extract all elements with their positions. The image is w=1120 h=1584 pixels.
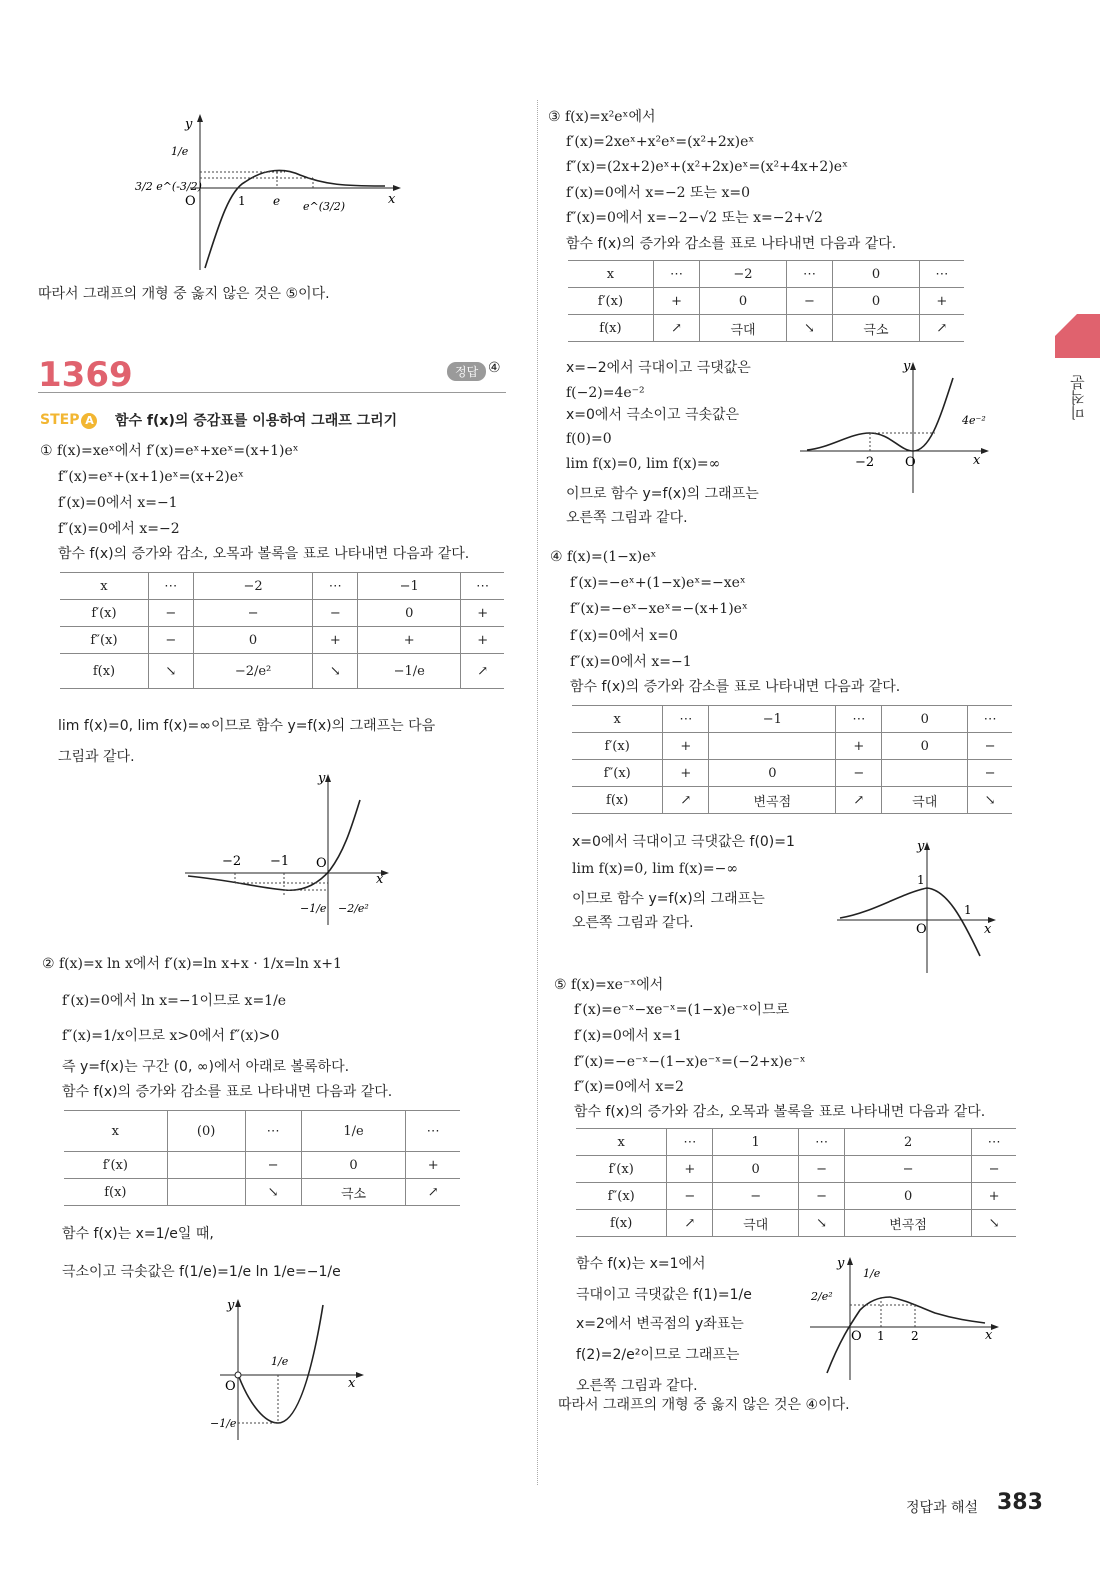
p1-after-1: 그림과 같다.	[58, 749, 135, 765]
p3-after-1: f(−2)=4e⁻²	[566, 385, 645, 401]
svg-text:O: O	[851, 1329, 862, 1344]
svg-text:x: x	[376, 872, 384, 887]
p3-line-3: f′(x)=0에서 x=−2 또는 x=0	[566, 185, 751, 201]
tick-e32: e^(3/2)	[303, 200, 346, 213]
p5-line-2: f′(x)=0에서 x=1	[574, 1028, 682, 1044]
p4-line-5: 함수 f(x)의 증가와 감소를 표로 나타내면 다음과 같다.	[570, 679, 901, 695]
tick-e: e	[273, 194, 281, 208]
p4-after-3: 오른쪽 그림과 같다.	[572, 915, 694, 931]
svg-text:y: y	[917, 839, 925, 854]
svg-text:−2: −2	[222, 854, 242, 869]
footer-label: 정답과 해설	[906, 1500, 979, 1516]
side-tab-marker	[1055, 314, 1100, 358]
svg-text:y: y	[903, 359, 911, 374]
svg-text:y: y	[837, 1256, 845, 1271]
svg-text:1: 1	[917, 873, 925, 887]
p5-graph	[805, 1255, 1005, 1385]
p5-line-0: ⑤ f(x)=xe⁻ˣ에서	[554, 977, 664, 993]
p1-graph	[180, 770, 400, 930]
step-title: 함수 f(x)의 증감표를 이용하여 그래프 그리기	[115, 413, 398, 429]
conclusion-top: 따라서 그래프의 개형 중 옳지 않은 것은 ⑤이다.	[38, 286, 330, 302]
p3-after-2: x=0에서 극소이고 극솟값은	[566, 407, 740, 423]
svg-text:2/e²: 2/e²	[811, 1290, 833, 1303]
p4-line-4: f″(x)=0에서 x=−1	[570, 654, 692, 670]
svg-text:1/e: 1/e	[863, 1267, 881, 1280]
svg-text:x: x	[985, 1328, 993, 1343]
svg-text:−1/e: −1/e	[210, 1417, 237, 1430]
p3-line-4: f″(x)=0에서 x=−2−√2 또는 x=−2+√2	[566, 210, 823, 226]
p4-after-1: lim f(x)=0, lim f(x)=−∞	[572, 861, 739, 877]
p3-line-5: 함수 f(x)의 증가와 감소를 표로 나타내면 다음과 같다.	[566, 236, 897, 252]
p5-table: x ⋯ 1 ⋯ 2 ⋯ f′(x) + 0 − − − f″(x) − − − 0 + f(x) ↗ 극대 ↘ 변곡점 ↘	[576, 1128, 1016, 1237]
svg-text:4e⁻²: 4e⁻²	[962, 414, 986, 427]
p1-line-2: f′(x)=0에서 x=−1	[58, 495, 178, 511]
p4-after-2: 이므로 함수 y=f(x)의 그래프는	[572, 891, 765, 907]
axis-y-label: y	[185, 117, 193, 132]
p3-after-4: lim f(x)=0, lim f(x)=∞	[566, 456, 721, 472]
svg-text:2: 2	[911, 1329, 919, 1343]
svg-text:O: O	[916, 922, 927, 937]
p4-table: x ⋯ −1 ⋯ 0 ⋯ f′(x) + + 0 − f″(x) + 0 − − f(x) ↗ 변곡점 ↗ 극대 ↘	[572, 705, 1012, 814]
answer-value: ④	[488, 360, 501, 376]
svg-text:O: O	[905, 455, 916, 470]
p5-line-1: f′(x)=e⁻ˣ−xe⁻ˣ=(1−x)e⁻ˣ이므로	[574, 1002, 790, 1018]
conclusion-bottom: 따라서 그래프의 개형 중 옳지 않은 것은 ④이다.	[558, 1397, 850, 1413]
answer-badge: 정답	[447, 362, 486, 381]
p2-line-3: 즉 y=f(x)는 구간 (0, ∞)에서 아래로 볼록하다.	[62, 1059, 350, 1075]
svg-text:1: 1	[964, 903, 972, 917]
svg-text:O: O	[225, 1379, 236, 1394]
side-tab-label: 미적분	[1069, 375, 1087, 420]
problem-number: 1369	[38, 355, 133, 395]
p4-line-2: f″(x)=−eˣ−xeˣ=−(x+1)eˣ	[570, 601, 748, 617]
tick-1: 1	[238, 194, 246, 208]
p1-line-1: f″(x)=eˣ+(x+1)eˣ=(x+2)eˣ	[58, 469, 244, 485]
svg-text:−1/e: −1/e	[300, 902, 327, 915]
p4-line-0: ④ f(x)=(1−x)eˣ	[550, 549, 657, 565]
p2-line-4: 함수 f(x)의 증가와 감소를 표로 나타내면 다음과 같다.	[62, 1084, 393, 1100]
p1-table: x ⋯ −2 ⋯ −1 ⋯ f′(x) − − − 0 + f″(x) − 0 + + + f(x) ↘ −2/e² ↘ −1/e ↗	[60, 572, 504, 689]
p2-line-1: f′(x)=0에서 ln x=−1이므로 x=1/e	[62, 993, 287, 1009]
svg-text:y: y	[227, 1298, 235, 1313]
graph-top	[135, 110, 410, 275]
p3-table: x ⋯ −2 ⋯ 0 ⋯ f′(x) + 0 − 0 + f(x) ↗ 극대 ↘ 극소 ↗	[568, 260, 964, 342]
step-label: STEP A	[40, 412, 97, 429]
svg-text:x: x	[984, 922, 992, 937]
p3-graph	[795, 358, 995, 498]
p1-line-0: ① f(x)=xeˣ에서 f′(x)=eˣ+xeˣ=(x+1)eˣ	[40, 443, 299, 459]
p4-line-1: f′(x)=−eˣ+(1−x)eˣ=−xeˣ	[570, 575, 746, 591]
p4-graph	[832, 838, 1002, 978]
p3-after-3: f(0)=0	[566, 431, 612, 447]
p4-after-0: x=0에서 극대이고 극댓값은 f(0)=1	[572, 834, 795, 850]
p5-after-1: 극대이고 극댓값은 f(1)=1/e	[576, 1287, 752, 1303]
svg-text:−1: −1	[270, 854, 290, 869]
p3-line-1: f′(x)=2xeˣ+x²eˣ=(x²+2x)eˣ	[566, 134, 755, 150]
svg-text:x: x	[973, 453, 981, 468]
p5-line-3: f″(x)=−e⁻ˣ−(1−x)e⁻ˣ=(−2+x)e⁻ˣ	[574, 1054, 806, 1070]
p5-line-4: f″(x)=0에서 x=2	[574, 1079, 684, 1095]
label-left: 3/2 e^(-3/2)	[135, 180, 202, 193]
p4-line-3: f′(x)=0에서 x=0	[570, 628, 678, 644]
header-rule	[38, 392, 506, 393]
svg-text:−2: −2	[855, 455, 875, 470]
p2-after-0: 함수 f(x)는 x=1/e일 때,	[62, 1226, 214, 1242]
svg-text:1/e: 1/e	[271, 1355, 289, 1368]
svg-text:y: y	[318, 771, 326, 786]
svg-text:1: 1	[877, 1329, 885, 1343]
p5-after-2: x=2에서 변곡점의 y좌표는	[576, 1316, 744, 1332]
p3-line-2: f″(x)=(2x+2)eˣ+(x²+2x)eˣ=(x²+4x+2)eˣ	[566, 159, 849, 175]
origin-label: O	[185, 194, 196, 209]
page-number: 383	[997, 1490, 1043, 1515]
p5-after-4: 오른쪽 그림과 같다.	[576, 1378, 698, 1394]
p3-after-0: x=−2에서 극대이고 극댓값은	[566, 360, 751, 376]
axis-x-label: x	[388, 192, 396, 207]
column-divider	[537, 100, 538, 1485]
svg-text:−2/e²: −2/e²	[338, 902, 369, 915]
p2-after-1: 극소이고 극솟값은 f(1/e)=1/e ln 1/e=−1/e	[62, 1264, 341, 1280]
p2-line-2: f″(x)=1/x이므로 x>0에서 f″(x)>0	[62, 1028, 280, 1044]
step-letter: A	[81, 413, 97, 429]
p5-line-5: 함수 f(x)의 증가와 감소, 오목과 볼록을 표로 나타내면 다음과 같다.	[574, 1104, 986, 1120]
p1-line-4: 함수 f(x)의 증가와 감소, 오목과 볼록을 표로 나타내면 다음과 같다.	[58, 546, 470, 562]
p2-graph	[205, 1295, 375, 1445]
p2-table: x (0) ⋯ 1/e ⋯ f′(x) − 0 + f(x) ↘ 극소 ↗	[64, 1110, 460, 1206]
svg-text:O: O	[316, 856, 327, 871]
svg-text:x: x	[348, 1376, 356, 1391]
p2-line-0: ② f(x)=x ln x에서 f′(x)=ln x+x · 1/x=ln x+1	[42, 956, 342, 972]
label-1-over-e: 1/e	[171, 145, 189, 158]
p3-after-6: 오른쪽 그림과 같다.	[566, 510, 688, 526]
p1-after-0: lim f(x)=0, lim f(x)=∞이므로 함수 y=f(x)의 그래프는 다음	[58, 718, 436, 734]
p5-after-3: f(2)=2/e²이므로 그래프는	[576, 1347, 740, 1363]
p3-after-5: 이므로 함수 y=f(x)의 그래프는	[566, 486, 759, 502]
p3-line-0: ③ f(x)=x²eˣ에서	[548, 109, 656, 125]
p1-line-3: f″(x)=0에서 x=−2	[58, 521, 180, 537]
p5-after-0: 함수 f(x)는 x=1에서	[576, 1256, 706, 1272]
